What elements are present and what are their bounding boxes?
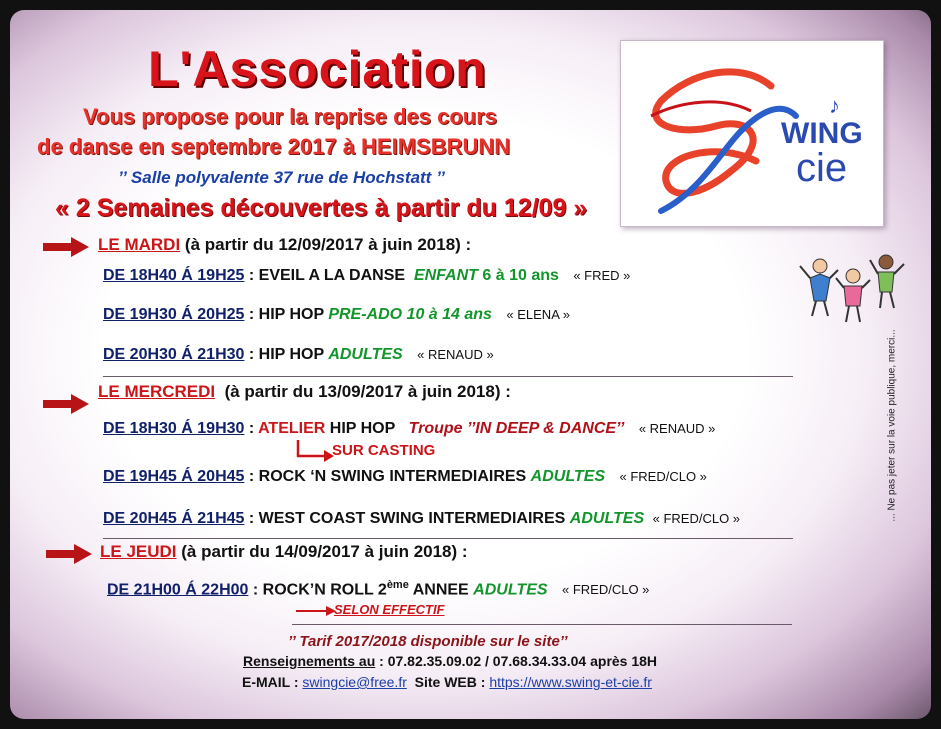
class-row bbox=[103, 267, 630, 285]
class-age: 6 à 10 ans bbox=[482, 267, 559, 284]
class-row bbox=[107, 579, 649, 599]
side-note: ... Ne pas jeter sur la voie publique, merci... bbox=[886, 329, 898, 522]
contact-phone bbox=[243, 653, 657, 669]
class-teacher: « FRED/CLO » bbox=[562, 582, 650, 598]
corner-arrow-icon bbox=[294, 438, 334, 462]
subtitle-line-1: Vous propose pour la reprise des cours bbox=[83, 104, 498, 129]
class-time: DE 18H30 Á 19H30 bbox=[103, 420, 245, 437]
class-teacher: « RENAUD » bbox=[638, 421, 716, 436]
class-colon: : bbox=[248, 420, 255, 437]
email-label: E-MAIL : bbox=[242, 674, 299, 690]
logo-wing: WING bbox=[781, 117, 863, 150]
class-activity: : EVEIL A LA DANSE bbox=[248, 267, 406, 284]
class-activity-2: ANNEE bbox=[412, 581, 469, 599]
note-selon-effectif: SELON EFFECTIF bbox=[334, 602, 445, 617]
flyer bbox=[10, 10, 931, 719]
class-sup: ème bbox=[386, 579, 409, 591]
class-activity: : WEST COAST SWING INTERMEDIAIRES bbox=[248, 510, 566, 527]
class-time: DE 18H40 Á 19H25 bbox=[103, 267, 245, 284]
class-activity: : ROCK’N ROLL 2 bbox=[252, 581, 387, 599]
class-time: DE 20H45 Á 21H45 bbox=[103, 510, 245, 527]
class-activity: HIP HOP bbox=[329, 420, 396, 437]
note-sur-casting: SUR CASTING bbox=[332, 442, 436, 459]
class-row bbox=[103, 510, 740, 528]
class-teacher: « FRED/CLO » bbox=[652, 511, 741, 526]
class-row bbox=[103, 420, 715, 438]
class-row bbox=[103, 346, 494, 364]
swing-cie-logo bbox=[620, 40, 884, 227]
class-teacher: « ELENA » bbox=[506, 307, 570, 322]
class-activity: : ROCK ‘N SWING INTERMEDIAIRES bbox=[248, 468, 527, 485]
web-label: Site WEB : bbox=[414, 674, 486, 690]
class-time: DE 21H00 Á 22H00 bbox=[107, 581, 249, 599]
class-level: ADULTES bbox=[530, 468, 606, 485]
class-teacher: « RENAUD » bbox=[417, 347, 494, 362]
tarif-note: ’’ Tarif 2017/2018 disponible sur le site’’ bbox=[288, 633, 568, 650]
class-time: DE 20H30 Á 21H30 bbox=[103, 346, 245, 363]
subtitle-line-2: de danse en septembre 2017 à HEIMSBRUNN bbox=[37, 134, 511, 159]
arrow-right-icon bbox=[43, 236, 89, 258]
class-activity: : HIP HOP bbox=[248, 306, 324, 323]
contact-web bbox=[242, 674, 652, 690]
class-atelier: ATELIER bbox=[258, 420, 326, 437]
divider bbox=[103, 376, 793, 377]
class-time: DE 19H45 Á 20H45 bbox=[103, 468, 245, 485]
divider bbox=[292, 624, 792, 625]
class-level: ADULTES bbox=[569, 510, 645, 527]
class-row bbox=[103, 468, 707, 486]
arrow-right-icon bbox=[43, 393, 89, 415]
day-mercredi bbox=[98, 382, 511, 402]
promo-banner: « 2 Semaines découvertes à partir du 12/09 » bbox=[55, 194, 588, 222]
class-teacher: « FRED » bbox=[573, 268, 631, 283]
music-note-icon: ♪ bbox=[829, 93, 840, 118]
page-title: L'Association bbox=[148, 41, 487, 97]
class-level: ADULTES bbox=[328, 346, 403, 363]
day-name: LE MARDI bbox=[98, 235, 181, 254]
day-mardi bbox=[98, 235, 471, 255]
class-troupe: Troupe ’’IN DEEP & DANCE’’ bbox=[408, 420, 625, 437]
logo-graphic bbox=[621, 41, 883, 226]
day-name: LE JEUDI bbox=[100, 542, 177, 561]
venue: ’’ Salle polyvalente 37 rue de Hochstatt ’’ bbox=[118, 168, 445, 187]
day-name: LE MERCREDI bbox=[98, 382, 216, 401]
website-link[interactable]: https://www.swing-et-cie.fr bbox=[489, 674, 652, 690]
class-time: DE 19H30 Á 20H25 bbox=[103, 306, 245, 323]
day-jeudi bbox=[100, 542, 468, 562]
class-teacher: « FRED/CLO » bbox=[619, 469, 707, 484]
day-period: (à partir du 14/09/2017 à juin 2018) : bbox=[181, 542, 468, 561]
class-row bbox=[103, 306, 570, 324]
logo-cie: cie bbox=[796, 146, 848, 190]
class-level: ADULTES bbox=[473, 581, 548, 599]
class-activity: : HIP HOP bbox=[248, 346, 324, 363]
class-level: ENFANT bbox=[413, 267, 478, 284]
class-level: PRE-ADO 10 à 14 ans bbox=[328, 306, 492, 323]
email-link[interactable]: swingcie@free.fr bbox=[302, 674, 407, 690]
divider bbox=[103, 538, 793, 539]
day-period: (à partir du 13/09/2017 à juin 2018) : bbox=[224, 382, 511, 401]
info-value: : 07.82.35.09.02 / 07.68.34.33.04 après 18H bbox=[379, 653, 658, 669]
day-period: (à partir du 12/09/2017 à juin 2018) : bbox=[184, 235, 472, 254]
info-label: Renseignements au bbox=[243, 653, 376, 669]
arrow-right-icon bbox=[46, 543, 92, 565]
arrow-right-small-icon bbox=[296, 605, 336, 617]
